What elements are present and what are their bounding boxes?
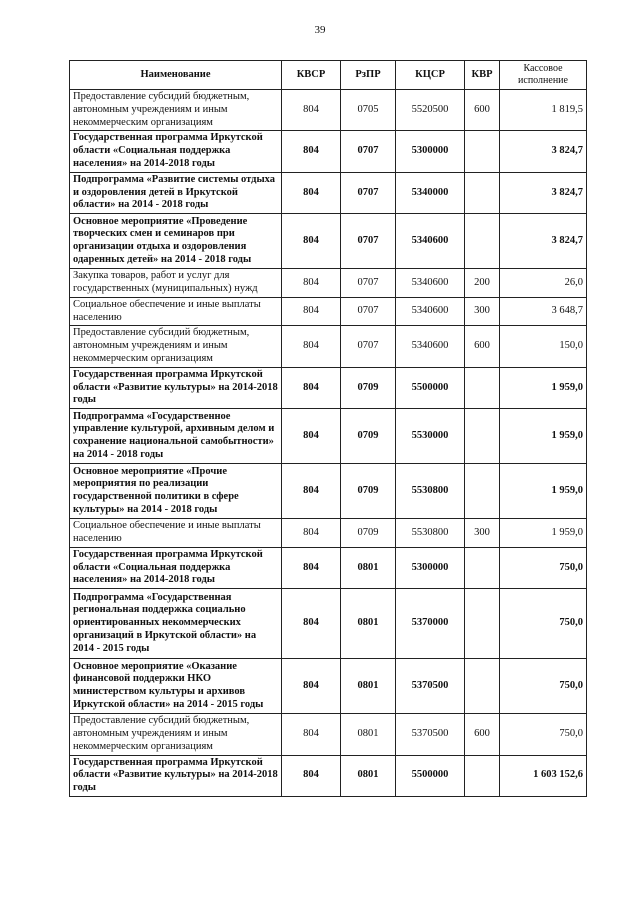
row-kvr-cell: 300	[465, 297, 500, 326]
row-kcsr-cell: 5340600	[396, 214, 465, 269]
table-row	[70, 326, 587, 367]
header-rzpr: РзПР	[341, 61, 396, 90]
row-name-cell: Социальное обеспечение и иные выплаты населению	[70, 519, 282, 548]
row-amount-cell: 1 959,0	[500, 409, 587, 464]
row-kvr-cell: 300	[465, 519, 500, 548]
row-amount-cell: 1 819,5	[500, 90, 587, 131]
row-amount-cell: 1 603 152,6	[500, 755, 587, 796]
row-name-cell: Закупка товаров, работ и услуг для государственных (муниципальных) нужд	[70, 269, 282, 298]
row-kcsr-cell: 5340600	[396, 269, 465, 298]
row-rzpr-cell: 0707	[341, 131, 396, 172]
row-name-cell: Государственная программа Иркутской области «Развитие культуры» на 2014-2018 годы	[70, 755, 282, 796]
row-kcsr-cell: 5500000	[396, 367, 465, 408]
row-kvsr-cell: 804	[282, 519, 341, 548]
row-name-cell: Предоставление субсидий бюджетным, автономным учреждениям и иным некоммерческим организациям	[70, 90, 282, 131]
row-amount-cell: 750,0	[500, 659, 587, 714]
row-kvr-cell	[465, 755, 500, 796]
row-kvsr-cell: 804	[282, 409, 341, 464]
row-kvsr-cell: 804	[282, 464, 341, 519]
row-kvr-cell	[465, 589, 500, 659]
row-name-cell: Государственная программа Иркутской области «Развитие культуры» на 2014-2018 годы	[70, 367, 282, 408]
row-rzpr-cell: 0709	[341, 464, 396, 519]
table-row	[70, 172, 587, 213]
row-rzpr-cell: 0707	[341, 326, 396, 367]
row-rzpr-cell: 0801	[341, 547, 396, 588]
row-kvsr-cell: 804	[282, 297, 341, 326]
row-rzpr-cell: 0801	[341, 714, 396, 755]
row-kvsr-cell: 804	[282, 547, 341, 588]
row-amount-cell: 3 824,7	[500, 131, 587, 172]
row-kvsr-cell: 804	[282, 589, 341, 659]
table-row	[70, 464, 587, 519]
table-row	[70, 714, 587, 755]
table-row	[70, 755, 587, 796]
row-kcsr-cell: 5530800	[396, 464, 465, 519]
table-row	[70, 367, 587, 408]
row-rzpr-cell: 0707	[341, 214, 396, 269]
row-name-cell: Подпрограмма «Развитие системы отдыха и оздоровления детей в Иркутской области» на 2014 - 2018 годы	[70, 172, 282, 213]
row-amount-cell: 750,0	[500, 589, 587, 659]
row-kvr-cell	[465, 547, 500, 588]
header-kcsr: КЦСР	[396, 61, 465, 90]
row-amount-cell: 750,0	[500, 547, 587, 588]
row-amount-cell: 1 959,0	[500, 367, 587, 408]
row-kcsr-cell: 5340600	[396, 297, 465, 326]
row-name-cell: Государственная программа Иркутской области «Социальная поддержка населения» на 2014-2018 годы	[70, 131, 282, 172]
row-name-cell: Предоставление субсидий бюджетным, автономным учреждениям и иным некоммерческим организациям	[70, 714, 282, 755]
row-kvr-cell: 600	[465, 326, 500, 367]
table-row	[70, 214, 587, 269]
row-kvsr-cell: 804	[282, 326, 341, 367]
row-kvr-cell	[465, 659, 500, 714]
row-name-cell: Подпрограмма «Государственная региональная поддержка социально ориентированных некоммерческих организаций в Иркутской области» на 2014 - 2015 годы	[70, 589, 282, 659]
row-rzpr-cell: 0709	[341, 519, 396, 548]
row-kvr-cell	[465, 367, 500, 408]
row-amount-cell: 1 959,0	[500, 519, 587, 548]
page-number: 39	[314, 24, 326, 36]
row-kcsr-cell: 5500000	[396, 755, 465, 796]
header-kvr: КВР	[465, 61, 500, 90]
row-kvsr-cell: 804	[282, 214, 341, 269]
row-kvsr-cell: 804	[282, 367, 341, 408]
row-kvr-cell	[465, 172, 500, 213]
row-amount-cell: 3 824,7	[500, 172, 587, 213]
row-rzpr-cell: 0709	[341, 409, 396, 464]
row-amount-cell: 750,0	[500, 714, 587, 755]
row-name-cell: Основное мероприятие «Оказание финансовой поддержки НКО министерством культуры и архивов Иркутской области» на 2014 - 2015 годы	[70, 659, 282, 714]
budget-table	[69, 60, 587, 797]
row-kvsr-cell: 804	[282, 172, 341, 213]
row-rzpr-cell: 0707	[341, 269, 396, 298]
row-rzpr-cell: 0801	[341, 659, 396, 714]
row-kvsr-cell: 804	[282, 659, 341, 714]
row-rzpr-cell: 0707	[341, 297, 396, 326]
row-kcsr-cell: 5520500	[396, 90, 465, 131]
row-kvsr-cell: 804	[282, 269, 341, 298]
table-header	[70, 61, 587, 90]
row-rzpr-cell: 0707	[341, 172, 396, 213]
row-name-cell: Социальное обеспечение и иные выплаты населению	[70, 297, 282, 326]
row-amount-cell: 3 824,7	[500, 214, 587, 269]
row-kvr-cell	[465, 464, 500, 519]
row-name-cell: Основное мероприятие «Прочие мероприятия по реализации государственной политики в сфере культуры» на 2014 - 2018 годы	[70, 464, 282, 519]
row-kvr-cell	[465, 409, 500, 464]
row-kcsr-cell: 5370500	[396, 659, 465, 714]
table-row	[70, 519, 587, 548]
row-kvr-cell: 600	[465, 714, 500, 755]
row-kcsr-cell: 5370500	[396, 714, 465, 755]
table-row	[70, 659, 587, 714]
table-row	[70, 269, 587, 298]
table-row	[70, 547, 587, 588]
header-name: Наименование	[70, 61, 282, 90]
row-kcsr-cell: 5370000	[396, 589, 465, 659]
row-kvsr-cell: 804	[282, 131, 341, 172]
row-kcsr-cell: 5530000	[396, 409, 465, 464]
row-kvr-cell: 200	[465, 269, 500, 298]
row-kvr-cell	[465, 131, 500, 172]
row-amount-cell: 26,0	[500, 269, 587, 298]
row-kcsr-cell: 5530800	[396, 519, 465, 548]
row-rzpr-cell: 0801	[341, 589, 396, 659]
row-name-cell: Основное мероприятие «Проведение творческих смен и семинаров при организации отдыха и оздоровления одаренных детей» на 2014 - 2018 годы	[70, 214, 282, 269]
table-row	[70, 297, 587, 326]
row-kcsr-cell: 5300000	[396, 547, 465, 588]
row-name-cell: Предоставление субсидий бюджетным, автономным учреждениям и иным некоммерческим организациям	[70, 326, 282, 367]
row-kvr-cell: 600	[465, 90, 500, 131]
header-row	[70, 61, 587, 90]
table-row	[70, 409, 587, 464]
table-body	[70, 90, 587, 797]
row-rzpr-cell: 0709	[341, 367, 396, 408]
row-kvsr-cell: 804	[282, 714, 341, 755]
row-kcsr-cell: 5340600	[396, 326, 465, 367]
row-name-cell: Подпрограмма «Государственное управление культурой, архивным делом и сохранение национальной самобытности» на 2014 - 2018 годы	[70, 409, 282, 464]
row-kcsr-cell: 5340000	[396, 172, 465, 213]
row-rzpr-cell: 0801	[341, 755, 396, 796]
row-amount-cell: 1 959,0	[500, 464, 587, 519]
row-name-cell: Государственная программа Иркутской области «Социальная поддержка населения» на 2014-2018 годы	[70, 547, 282, 588]
row-amount-cell: 3 648,7	[500, 297, 587, 326]
header-amount: Кассовое исполнение	[500, 61, 587, 90]
table-row	[70, 131, 587, 172]
row-kcsr-cell: 5300000	[396, 131, 465, 172]
row-amount-cell: 150,0	[500, 326, 587, 367]
header-kvsr: КВСР	[282, 61, 341, 90]
row-kvsr-cell: 804	[282, 90, 341, 131]
row-kvsr-cell: 804	[282, 755, 341, 796]
table-row	[70, 589, 587, 659]
row-kvr-cell	[465, 214, 500, 269]
table-row	[70, 90, 587, 131]
row-rzpr-cell: 0705	[341, 90, 396, 131]
